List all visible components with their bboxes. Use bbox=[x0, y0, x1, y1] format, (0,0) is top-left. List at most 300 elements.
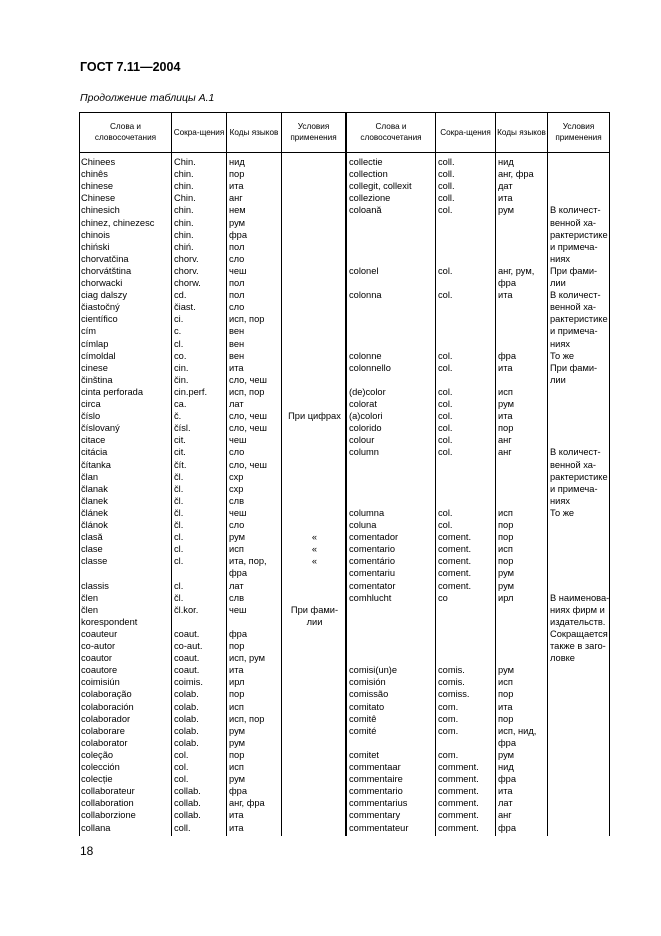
word-cell: Chinese bbox=[81, 193, 116, 204]
abbreviation-cell: čl. bbox=[174, 483, 184, 494]
word-cell: column bbox=[349, 447, 379, 458]
word-cell: comentador bbox=[349, 532, 399, 543]
condition-cell: ниях фирм и bbox=[550, 604, 605, 615]
language-code-cell: пор bbox=[229, 169, 245, 180]
condition-cell: « bbox=[311, 544, 318, 555]
word-cell: chinez, chinezesc bbox=[81, 217, 155, 228]
language-code-cell: нид bbox=[229, 157, 245, 167]
abbreviation-cell: čl. bbox=[174, 520, 184, 530]
word-cell: chinês bbox=[81, 169, 108, 180]
abbreviation-cell: col. bbox=[438, 447, 453, 458]
col-divider bbox=[547, 112, 548, 836]
language-code-cell: сло bbox=[229, 302, 245, 313]
language-code-cell: ита bbox=[498, 193, 513, 204]
abbreviation-cell: coll. bbox=[438, 157, 455, 167]
word-cell: korespondent bbox=[81, 616, 138, 627]
condition-cell: и примеча- bbox=[550, 241, 598, 252]
abbreviation-cell: coll. bbox=[438, 181, 455, 192]
condition-cell: ловке bbox=[550, 653, 575, 664]
word-cell: Chinees bbox=[81, 157, 116, 167]
word-cell: (a)colori bbox=[349, 411, 383, 422]
word-cell: commentarius bbox=[349, 798, 408, 809]
word-cell: ciag dalszy bbox=[81, 290, 127, 301]
language-code-cell: пор bbox=[498, 713, 514, 724]
abbreviation-cell: col. bbox=[438, 386, 453, 397]
page-number: 18 bbox=[80, 844, 94, 858]
abbreviation-cell: comis. bbox=[438, 665, 465, 676]
language-code-cell: анг, рум, bbox=[498, 265, 535, 276]
word-cell: coautore bbox=[81, 665, 118, 676]
language-code-cell: ита bbox=[229, 362, 244, 373]
abbreviation-cell: col. bbox=[438, 435, 453, 446]
condition-cell: Сокращается bbox=[550, 628, 608, 639]
abbreviation-cell: com. bbox=[438, 701, 459, 712]
language-code-cell: пол bbox=[229, 278, 245, 288]
word-cell: commentario bbox=[349, 786, 403, 797]
word-cell: čítanka bbox=[81, 459, 111, 470]
condition-cell: При цифрах bbox=[288, 411, 341, 422]
word-cell: címoldal bbox=[81, 350, 116, 361]
abbreviation-cell: colab. bbox=[174, 689, 199, 700]
word-cell: classe bbox=[81, 556, 108, 567]
col-divider bbox=[495, 112, 496, 836]
condition-cell: рактеристике bbox=[550, 314, 608, 325]
word-cell: chorwacki bbox=[81, 278, 123, 288]
abbreviation-cell: coment. bbox=[438, 544, 472, 555]
abbreviation-cell: čl. bbox=[174, 592, 184, 603]
abbreviation-cell: col. bbox=[438, 265, 453, 276]
word-cell: članak bbox=[81, 483, 108, 494]
word-cell: colecție bbox=[81, 774, 113, 785]
abbreviation-cell: comiss. bbox=[438, 689, 470, 700]
abbreviation-cell: col. bbox=[174, 762, 189, 772]
abbreviation-cell: colab. bbox=[174, 701, 199, 712]
condition-cell: и примеча- bbox=[550, 326, 598, 337]
language-code-cell: пор bbox=[229, 749, 245, 760]
language-code-cell: вен bbox=[229, 338, 245, 349]
word-cell: chinois bbox=[81, 229, 110, 240]
abbreviation-cell: co-aut. bbox=[174, 641, 203, 651]
word-cell: chiński bbox=[81, 241, 110, 252]
abbreviation-cell: co. bbox=[174, 350, 187, 361]
language-code-cell: рум bbox=[498, 580, 515, 591]
word-cell: chinese bbox=[81, 181, 114, 192]
abbreviation-cell: chin. bbox=[174, 229, 194, 240]
condition-cell: В наименова- bbox=[550, 592, 610, 603]
language-code-cell: рум bbox=[229, 532, 246, 543]
condition-cell: ниях bbox=[550, 495, 571, 506]
condition-cell: То же bbox=[550, 350, 575, 361]
column-header-conditions: Условия применения bbox=[555, 122, 602, 142]
word-cell: člen bbox=[81, 592, 99, 603]
word-cell: član bbox=[81, 471, 99, 482]
condition-cell: ниях bbox=[550, 253, 571, 264]
col-divider bbox=[281, 112, 282, 836]
abbreviation-cell: coll. bbox=[438, 169, 455, 180]
abbreviation-cell: colab. bbox=[174, 713, 199, 724]
condition-cell: и примеча- bbox=[550, 483, 598, 494]
abbreviation-cell: comment. bbox=[438, 786, 479, 797]
word-cell: citace bbox=[81, 435, 106, 446]
abbreviation-cell: comment. bbox=[438, 798, 479, 809]
abbreviation-cell: cl. bbox=[174, 556, 184, 567]
word-cell: cím bbox=[81, 326, 96, 337]
word-cell: čiastočný bbox=[81, 302, 120, 313]
language-code-cell: ита bbox=[229, 810, 244, 821]
column-header-abbreviations: Сокра-щения bbox=[440, 127, 491, 137]
language-code-cell: пор bbox=[498, 520, 514, 530]
abbreviation-cell: cd. bbox=[174, 290, 187, 301]
word-cell: co-autor bbox=[81, 641, 116, 651]
condition-cell: рактеристике bbox=[550, 229, 608, 240]
condition-cell: лии bbox=[550, 278, 566, 288]
language-code-cell: фра bbox=[229, 786, 247, 797]
word-cell: comissão bbox=[349, 689, 389, 700]
language-code-cell: рум bbox=[498, 399, 515, 409]
condition-cell: При фами- bbox=[550, 265, 598, 276]
abbreviation-cell: čl. bbox=[174, 507, 184, 518]
word-cell: člen bbox=[81, 604, 99, 615]
word-cell: číslo bbox=[81, 411, 101, 422]
abbreviation-cell: čl. bbox=[174, 495, 184, 506]
word-cell: comentário bbox=[349, 556, 395, 567]
word-cell: circa bbox=[81, 399, 101, 409]
col-divider bbox=[609, 112, 610, 836]
column-header-words: Слова и словосочетания bbox=[360, 122, 422, 142]
language-code-cell: чеш bbox=[229, 435, 247, 446]
word-cell: číslovaný bbox=[81, 423, 120, 434]
condition-cell: также в заго- bbox=[550, 641, 606, 651]
abbreviation-cell: coll. bbox=[438, 193, 455, 204]
language-code-cell: нем bbox=[229, 205, 246, 216]
abbreviation-cell: collab. bbox=[174, 798, 201, 809]
word-cell: collezione bbox=[349, 193, 391, 204]
word-cell: collana bbox=[81, 822, 111, 833]
abbreviation-cell: chorw. bbox=[174, 278, 201, 288]
language-code-cell: лат bbox=[498, 798, 513, 809]
condition-cell: рактеристике bbox=[550, 471, 608, 482]
abbreviation-cell: chorv. bbox=[174, 253, 199, 264]
abbreviation-cell: cl. bbox=[174, 544, 184, 555]
abbreviation-cell: cit. bbox=[174, 447, 186, 458]
document-header: ГОСТ 7.11—2004 bbox=[80, 60, 181, 74]
language-code-cell: чеш bbox=[229, 604, 247, 615]
abbreviation-cell: cl. bbox=[174, 338, 184, 349]
condition-cell: В количест- bbox=[550, 290, 601, 301]
word-cell: commentaar bbox=[349, 762, 401, 772]
language-code-cell: ита bbox=[229, 665, 244, 676]
word-cell: collaborzione bbox=[81, 810, 136, 821]
condition-cell: венной ха- bbox=[550, 459, 597, 470]
condition-cell: В количест- bbox=[550, 447, 601, 458]
word-cell: činština bbox=[81, 374, 113, 385]
abbreviation-cell: Chin. bbox=[174, 193, 196, 204]
word-cell: chinesich bbox=[81, 205, 120, 216]
word-cell: comhlucht bbox=[349, 592, 392, 603]
abbreviation-cell: com. bbox=[438, 749, 459, 760]
abbreviation-cell: coment. bbox=[438, 568, 472, 579]
word-cell: comentariu bbox=[349, 568, 395, 579]
word-cell: cinta perforada bbox=[81, 386, 144, 397]
abbreviation-cell: col. bbox=[438, 205, 453, 216]
word-cell: colonel bbox=[349, 265, 379, 276]
language-code-cell: рум bbox=[498, 749, 515, 760]
language-code-cell: схр bbox=[229, 483, 244, 494]
language-code-cell: сло, чеш bbox=[229, 411, 267, 422]
language-code-cell: фра bbox=[229, 628, 247, 639]
language-code-cell: сло, чеш bbox=[229, 423, 267, 434]
word-cell: colonnello bbox=[349, 362, 391, 373]
abbreviation-cell: collab. bbox=[174, 810, 201, 821]
abbreviation-cell: Chin. bbox=[174, 157, 196, 167]
abbreviation-cell: chin. bbox=[174, 181, 194, 192]
language-code-cell: нид bbox=[498, 762, 514, 772]
language-code-cell: дат bbox=[498, 181, 513, 192]
language-code-cell: нид bbox=[498, 157, 514, 167]
language-code-cell: фра bbox=[498, 737, 516, 748]
language-code-cell: фра bbox=[229, 229, 247, 240]
word-cell: coluna bbox=[349, 520, 377, 530]
abbreviation-cell: coaut. bbox=[174, 628, 200, 639]
col-divider bbox=[171, 112, 172, 836]
column-header-words: Слова и словосочетания bbox=[94, 122, 157, 142]
word-cell: colonne bbox=[349, 350, 382, 361]
language-code-cell: пол bbox=[229, 241, 245, 252]
language-code-cell: пор bbox=[498, 423, 514, 434]
word-cell: címlap bbox=[81, 338, 109, 349]
language-code-cell: исп, пор bbox=[229, 713, 265, 724]
abbreviation-cell: col. bbox=[438, 362, 453, 373]
abbreviation-cell: c. bbox=[174, 326, 182, 337]
condition-cell: « bbox=[311, 532, 318, 543]
word-cell: científico bbox=[81, 314, 118, 325]
language-code-cell: ита bbox=[498, 290, 513, 301]
language-code-cell: чеш bbox=[229, 265, 247, 276]
language-code-cell: исп bbox=[498, 544, 513, 555]
column-header-abbreviations: Сокра-щения bbox=[173, 127, 225, 137]
word-cell: clasă bbox=[81, 532, 103, 543]
word-cell: comitet bbox=[349, 749, 379, 760]
abbreviation-cell: cin.perf. bbox=[174, 386, 208, 397]
language-code-cell: схр bbox=[229, 471, 244, 482]
language-code-cell: рум bbox=[498, 205, 515, 216]
word-cell: columna bbox=[349, 507, 385, 518]
abbreviation-cell: col. bbox=[438, 350, 453, 361]
language-code-cell: пор bbox=[229, 689, 245, 700]
word-cell: (de)color bbox=[349, 386, 386, 397]
language-code-cell: пор bbox=[498, 689, 514, 700]
word-cell: comitê bbox=[349, 713, 377, 724]
word-cell: colaborator bbox=[81, 737, 128, 748]
language-code-cell: рум bbox=[229, 737, 246, 748]
language-code-cell: вен bbox=[229, 350, 245, 361]
language-code-cell: фра bbox=[498, 278, 516, 288]
language-code-cell: пол bbox=[229, 290, 245, 301]
abbreviation-cell: čísl. bbox=[174, 423, 191, 434]
word-cell: comité bbox=[349, 725, 377, 736]
language-code-cell: рум bbox=[229, 774, 246, 785]
language-code-cell: ита bbox=[498, 362, 513, 373]
abbreviation-cell: com. bbox=[438, 725, 459, 736]
language-code-cell: лат bbox=[229, 580, 244, 591]
language-code-cell: исп bbox=[498, 386, 513, 397]
abbreviation-cell: colab. bbox=[174, 737, 199, 748]
language-code-cell: сло, чеш bbox=[229, 374, 267, 385]
abbreviation-cell: chin. bbox=[174, 169, 194, 180]
language-code-cell: исп, пор bbox=[229, 314, 265, 325]
word-cell: colección bbox=[81, 762, 120, 772]
word-cell: colorat bbox=[349, 399, 377, 409]
word-cell: článek bbox=[81, 507, 108, 518]
word-cell: colaboração bbox=[81, 689, 132, 700]
abbreviation-cell: čl. bbox=[174, 471, 184, 482]
language-code-cell: пор bbox=[229, 641, 245, 651]
language-code-cell: исп bbox=[229, 701, 244, 712]
word-cell: commentateur bbox=[349, 822, 409, 833]
word-cell: coleção bbox=[81, 749, 114, 760]
abbreviation-cell: chin. bbox=[174, 205, 194, 216]
abbreviation-cell: chin. bbox=[174, 217, 194, 228]
language-code-cell: исп bbox=[498, 677, 513, 688]
table-center-divider bbox=[345, 112, 347, 836]
column-header-language-codes: Коды языков bbox=[229, 127, 279, 137]
word-cell: comentario bbox=[349, 544, 395, 555]
language-code-cell: пор bbox=[498, 532, 514, 543]
abbreviation-cell: col. bbox=[438, 399, 453, 409]
word-cell: chorvatčina bbox=[81, 253, 129, 264]
word-cell: collectie bbox=[349, 157, 383, 167]
language-code-cell: ита bbox=[498, 701, 513, 712]
abbreviation-cell: č. bbox=[174, 411, 182, 422]
abbreviation-cell: col. bbox=[174, 749, 189, 760]
word-cell: coimisiún bbox=[81, 677, 120, 688]
abbreviation-cell: coimis. bbox=[174, 677, 203, 688]
abbreviation-cell: comment. bbox=[438, 774, 479, 785]
abbreviation-table bbox=[79, 112, 610, 836]
condition-cell: При фами- bbox=[550, 362, 598, 373]
language-code-cell: исп bbox=[229, 544, 244, 555]
language-code-cell: ита bbox=[498, 411, 513, 422]
language-code-cell: сло bbox=[229, 520, 245, 530]
language-code-cell: слв bbox=[229, 495, 245, 506]
language-code-cell: фра bbox=[229, 568, 247, 579]
condition-cell: издательств. bbox=[550, 616, 606, 627]
language-code-cell: ита, пор, bbox=[229, 556, 267, 567]
word-cell: commentary bbox=[349, 810, 401, 821]
language-code-cell: фра bbox=[498, 774, 516, 785]
abbreviation-cell: čin. bbox=[174, 374, 189, 385]
condition-cell: лии bbox=[550, 374, 566, 385]
abbreviation-cell: cl. bbox=[174, 532, 184, 543]
language-code-cell: ирл bbox=[229, 677, 245, 688]
condition-cell: венной ха- bbox=[550, 302, 597, 313]
abbreviation-cell: coment. bbox=[438, 556, 472, 567]
word-cell: coauteur bbox=[81, 628, 118, 639]
language-code-cell: фра bbox=[498, 350, 516, 361]
language-code-cell: ита bbox=[229, 181, 244, 192]
condition-cell: В количест- bbox=[550, 205, 601, 216]
abbreviation-cell: ca. bbox=[174, 399, 187, 409]
abbreviation-cell: čiast. bbox=[174, 302, 196, 313]
language-code-cell: рум bbox=[498, 568, 515, 579]
table-caption: Продолжение таблицы А.1 bbox=[80, 92, 215, 104]
abbreviation-cell: cl. bbox=[174, 580, 184, 591]
abbreviation-cell: colab. bbox=[174, 725, 199, 736]
col-divider bbox=[435, 112, 436, 836]
condition-cell: венной ха- bbox=[550, 217, 597, 228]
abbreviation-cell: cit. bbox=[174, 435, 186, 446]
word-cell: comisi(un)e bbox=[349, 665, 398, 676]
language-code-cell: фра bbox=[498, 822, 516, 833]
word-cell: článok bbox=[81, 520, 108, 530]
condition-cell: ниях bbox=[550, 338, 571, 349]
language-code-cell: исп, рум bbox=[229, 653, 266, 664]
language-code-cell: пор bbox=[498, 556, 514, 567]
word-cell: članek bbox=[81, 495, 108, 506]
language-code-cell: анг bbox=[498, 435, 512, 446]
word-cell: clase bbox=[81, 544, 103, 555]
abbreviation-cell: coaut. bbox=[174, 653, 200, 664]
language-code-cell: сло bbox=[229, 253, 245, 264]
abbreviation-cell: col. bbox=[438, 520, 453, 530]
word-cell: cinese bbox=[81, 362, 108, 373]
word-cell: citácia bbox=[81, 447, 108, 458]
language-code-cell: анг bbox=[498, 810, 512, 821]
word-cell: coautor bbox=[81, 653, 113, 664]
condition-cell: « bbox=[311, 556, 318, 567]
word-cell: comitato bbox=[349, 701, 385, 712]
language-code-cell: исп bbox=[229, 762, 244, 772]
condition-cell: То же bbox=[550, 507, 575, 518]
word-cell: collaboration bbox=[81, 798, 134, 809]
language-code-cell: сло, чеш bbox=[229, 459, 267, 470]
language-code-cell: анг, фра bbox=[229, 798, 265, 809]
abbreviation-cell: col. bbox=[438, 411, 453, 422]
condition-cell: лии bbox=[306, 616, 323, 627]
word-cell: chorvátština bbox=[81, 265, 132, 276]
language-code-cell: исп bbox=[498, 507, 513, 518]
abbreviation-cell: cin. bbox=[174, 362, 189, 373]
word-cell: coloană bbox=[349, 205, 382, 216]
abbreviation-cell: chorv. bbox=[174, 265, 199, 276]
word-cell: colaborare bbox=[81, 725, 125, 736]
language-code-cell: вен bbox=[229, 326, 245, 337]
word-cell: collegit, collexit bbox=[349, 181, 412, 192]
abbreviation-cell: chiń. bbox=[174, 241, 194, 252]
word-cell: colaborador bbox=[81, 713, 131, 724]
abbreviation-cell: col. bbox=[438, 507, 453, 518]
language-code-cell: анг bbox=[229, 193, 243, 204]
abbreviation-cell: čít. bbox=[174, 459, 187, 470]
column-header-conditions: Условия применения bbox=[290, 122, 337, 142]
column-header-language-codes: Коды языков bbox=[497, 127, 546, 137]
abbreviation-cell: col. bbox=[438, 423, 453, 434]
language-code-cell: рум bbox=[229, 217, 246, 228]
language-code-cell: ита bbox=[498, 786, 513, 797]
language-code-cell: исп, нид, bbox=[498, 725, 537, 736]
col-divider bbox=[79, 112, 80, 836]
language-code-cell: исп, пор bbox=[229, 386, 265, 397]
language-code-cell: слв bbox=[229, 592, 245, 603]
abbreviation-cell: comis. bbox=[438, 677, 465, 688]
abbreviation-cell: com. bbox=[438, 713, 459, 724]
language-code-cell: лат bbox=[229, 399, 244, 409]
language-code-cell: ита bbox=[229, 822, 244, 833]
language-code-cell: анг bbox=[498, 447, 512, 458]
word-cell: classis bbox=[81, 580, 109, 591]
word-cell: colonna bbox=[349, 290, 382, 301]
word-cell: comisión bbox=[349, 677, 386, 688]
